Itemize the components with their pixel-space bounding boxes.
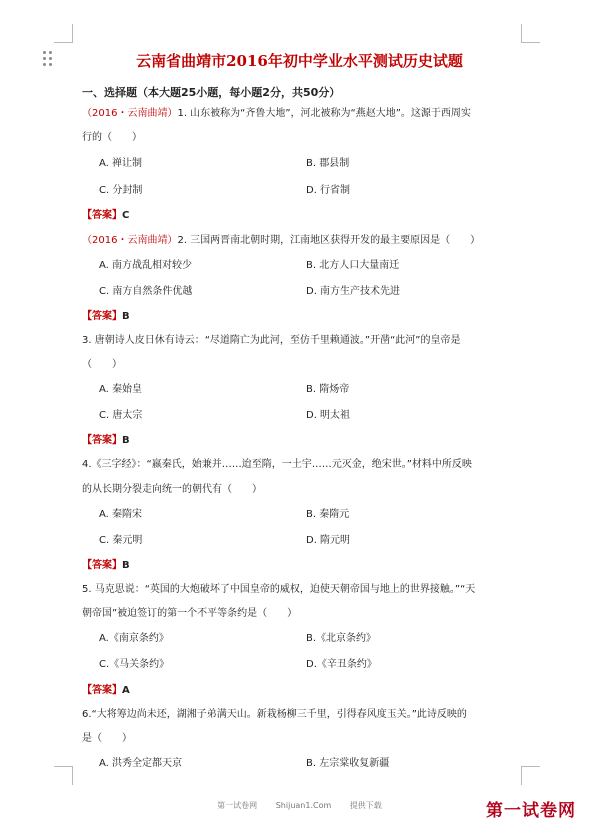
option-b: B. 北方人口大量南迁 [306, 260, 400, 271]
option-a: A. 洪秀全定都天京 [99, 758, 183, 769]
option-a: A. 禅让制 [99, 158, 143, 169]
answer-tag: 【答案】 [82, 560, 122, 571]
document-title: 云南省曲靖市2016年初中学业水平测试历史试题 [136, 52, 463, 70]
option-c: C. 分封制 [99, 185, 143, 196]
question-stem-line [82, 359, 122, 371]
option-b: B.《北京条约》 [306, 633, 377, 644]
question-stem-line [82, 484, 262, 496]
option-c: C.《马关条约》 [99, 659, 170, 670]
answer-line [82, 560, 130, 572]
brand-watermark: 第一试卷网 [486, 801, 576, 821]
option-d: D. 隋元明 [306, 535, 351, 546]
question-stem-text: （ ） [82, 359, 122, 370]
question-stem-line [82, 608, 297, 620]
answer-line [82, 210, 129, 222]
option-a: A. 秦始皇 [99, 384, 143, 395]
question-stem-line [82, 709, 467, 721]
question-stem-text: 1. 山东被称为“齐鲁大地”，河北被称为“燕赵大地”。这源于西周实 [177, 108, 471, 119]
option-a: A. 南方战乱相对较少 [99, 260, 193, 271]
option-a: A. 秦隋宋 [99, 509, 143, 520]
option-d: D. 行省制 [306, 185, 351, 196]
question-stem-text: 6.“大将筹边尚未还，湖湘子弟满天山。新栽杨柳三千里，引得春风度玉关。”此诗反映的 [82, 709, 467, 720]
crop-mark-bottom-right [521, 766, 540, 785]
option-c: C. 秦元明 [99, 535, 143, 546]
question-stem-line [82, 335, 460, 347]
question-stem-line [82, 459, 472, 471]
answer-line [82, 311, 130, 323]
question-stem-text: 3. 唐朝诗人皮日休有诗云：“尽道隋亡为此河，至仿千里赖通波。”开凿“此河”的皇帝是 [82, 335, 461, 346]
question-stem-line [82, 584, 475, 596]
option-b: B. 左宗棠收复新疆 [306, 758, 390, 769]
option-c: C. 南方自然条件优越 [99, 286, 193, 297]
option-d: D.《辛丑条约》 [306, 659, 377, 670]
option-b: B. 秦隋元 [306, 509, 350, 520]
option-b: B. 隋炀帝 [306, 384, 350, 395]
crop-mark-top-left [54, 24, 73, 43]
footer-right: 提供下载 [349, 801, 382, 810]
question-stem-text: 5. 马克思说：“英国的大炮破坏了中国皇帝的威权，迫使天朝帝国与地上的世界接触。”“天 [82, 584, 476, 595]
option-d: D. 南方生产技术先进 [306, 286, 401, 297]
question-stem-text: 2. 三国两晋南北朝时期，江南地区获得开发的最主要原因是（ ） [177, 235, 481, 246]
option-d: D. 明太祖 [306, 410, 351, 421]
answer-value: B [122, 435, 130, 446]
crop-mark-top-right [521, 24, 540, 43]
answer-value: A [122, 685, 130, 696]
footer-left: 第一试卷网 [217, 801, 258, 810]
answer-line [82, 435, 130, 447]
question-stem-line [82, 132, 142, 144]
question-stem-text: 的从长期分裂走向统一的朝代有（ ） [82, 484, 262, 495]
footer-mid: Shijuan1.Com [275, 801, 332, 810]
crop-mark-bottom-left [54, 766, 73, 785]
question-stem-text: 是（ ） [82, 733, 132, 744]
answer-line [82, 685, 130, 697]
question-source: （2016・云南曲靖） [82, 108, 178, 119]
option-c: C. 唐太宗 [99, 410, 143, 421]
answer-value: B [122, 560, 130, 571]
answer-value: B [122, 311, 130, 322]
question-stem-text: 4.《三字经》：“嬴秦氏，始兼并……迨至隋，一土宇……元灭金，绝宋世。”材料中所反映 [82, 459, 472, 470]
answer-tag: 【答案】 [82, 311, 122, 322]
option-a: A.《南京条约》 [99, 633, 169, 644]
question-stem-text: 行的（ ） [82, 132, 142, 143]
answer-tag: 【答案】 [82, 685, 122, 696]
section-heading: 一、选择题（本大题25小题，每小题2分，共50分） [82, 86, 341, 99]
option-b: B. 郡县制 [306, 158, 350, 169]
question-stem-line [82, 235, 480, 247]
answer-tag: 【答案】 [82, 435, 122, 446]
answer-value: C [122, 210, 130, 221]
question-stem-line [82, 733, 132, 745]
answer-tag: 【答案】 [82, 210, 122, 221]
question-source: （2016・云南曲靖） [82, 235, 178, 246]
question-stem-text: 朝帝国”被迫签订的第一个不平等条约是（ ） [82, 608, 298, 619]
question-stem-line [82, 108, 471, 120]
